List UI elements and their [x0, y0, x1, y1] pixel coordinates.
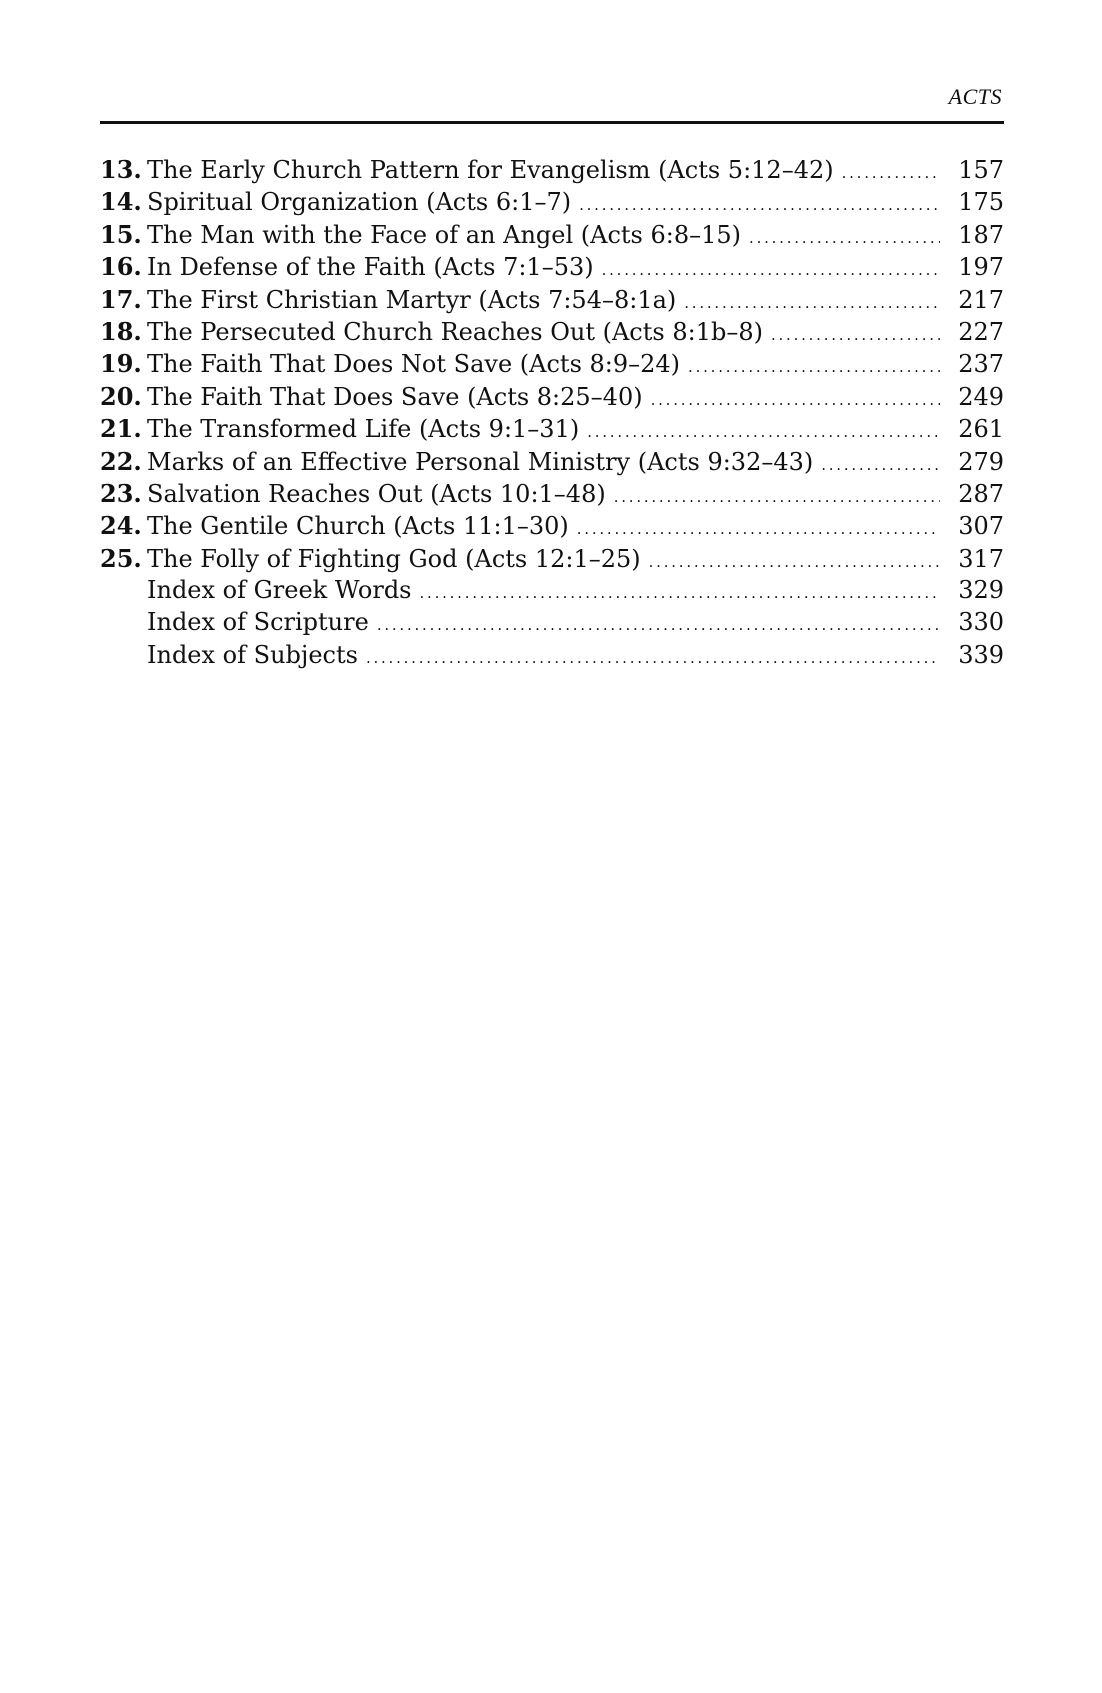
dot-leader — [688, 358, 940, 376]
chapter-number: 25. — [100, 543, 142, 573]
chapter-number: 19. — [100, 349, 142, 379]
dot-leader — [684, 294, 940, 312]
chapter-number: 18. — [100, 316, 142, 346]
toc-entry[interactable] — [100, 414, 1004, 446]
toc-entry[interactable] — [100, 252, 1004, 284]
chapter-number: 22. — [100, 446, 142, 476]
page-number: 261 — [958, 415, 1004, 444]
dot-leader — [587, 423, 940, 441]
toc-entry[interactable] — [100, 479, 1004, 511]
chapter-title: The First Christian Martyr (Acts 7:54–8:1a) — [147, 285, 677, 314]
index-title: Index of Scripture — [147, 608, 369, 637]
chapter-title: Spiritual Organization (Acts 6:1–7) — [147, 188, 572, 217]
chapter-title: The Gentile Church (Acts 11:1–30) — [147, 512, 569, 541]
dot-leader — [420, 584, 941, 602]
page-number: 249 — [958, 382, 1004, 411]
chapter-number: 13. — [100, 155, 142, 184]
chapter-title: Salvation Reaches Out (Acts 10:1–48) — [147, 479, 606, 508]
chapter-title: Marks of an Effective Personal Ministry (Acts 9:32–43) — [147, 447, 814, 476]
page-number: 307 — [958, 512, 1004, 541]
page-number: 217 — [958, 285, 1004, 314]
page-number: 330 — [958, 608, 1004, 637]
dot-leader — [771, 326, 940, 344]
dot-leader — [821, 456, 940, 474]
dot-leader — [577, 520, 940, 538]
dot-leader — [749, 229, 940, 247]
dot-leader — [579, 196, 940, 214]
toc-entry[interactable] — [100, 608, 1004, 640]
index-title: Index of Greek Words — [147, 576, 412, 605]
page-number: 237 — [958, 350, 1004, 379]
chapter-number: 20. — [100, 381, 142, 411]
toc-entry[interactable] — [100, 641, 1004, 673]
dot-leader — [649, 553, 940, 571]
page-number: 287 — [958, 479, 1004, 508]
table-of-contents — [100, 155, 1004, 673]
chapter-title: The Early Church Pattern for Evangelism (Acts 5:12–42) — [147, 156, 834, 184]
index-title: Index of Subjects — [147, 640, 358, 669]
page-number: 339 — [958, 640, 1004, 669]
chapter-title: The Faith That Does Save (Acts 8:25–40) — [147, 382, 643, 411]
toc-entry[interactable] — [100, 285, 1004, 317]
chapter-number: 21. — [100, 414, 142, 444]
page-number: 187 — [958, 220, 1004, 249]
toc-entry[interactable] — [100, 544, 1004, 576]
chapter-title: In Defense of the Faith (Acts 7:1–53) — [147, 253, 594, 282]
dot-leader — [377, 616, 940, 634]
page-number: 329 — [958, 576, 1004, 605]
toc-entry[interactable] — [100, 349, 1004, 381]
chapter-title: The Man with the Face of an Angel (Acts 6:8–15) — [147, 220, 742, 249]
chapter-title: The Transformed Life (Acts 9:1–31) — [147, 415, 580, 444]
running-head: ACTS — [948, 84, 1002, 109]
toc-entry[interactable] — [100, 155, 1004, 187]
toc-entry[interactable] — [100, 447, 1004, 479]
toc-entry[interactable] — [100, 511, 1004, 543]
dot-leader — [602, 261, 940, 279]
page-number: 279 — [958, 447, 1004, 476]
page-number: 197 — [958, 253, 1004, 282]
page-number: 317 — [958, 544, 1004, 573]
chapter-number: 16. — [100, 252, 142, 282]
toc-entry[interactable] — [100, 576, 1004, 608]
dot-leader — [614, 488, 940, 506]
chapter-title: The Folly of Fighting God (Acts 12:1–25) — [147, 544, 641, 573]
chapter-number: 23. — [100, 478, 142, 508]
header-rule — [100, 121, 1004, 124]
page-number: 157 — [958, 156, 1004, 184]
toc-entry[interactable] — [100, 187, 1004, 219]
page-number: 227 — [958, 317, 1004, 346]
chapter-number: 15. — [100, 219, 142, 249]
chapter-number: 14. — [100, 187, 142, 217]
dot-leader — [366, 649, 940, 667]
toc-entry[interactable] — [100, 382, 1004, 414]
chapter-title: The Persecuted Church Reaches Out (Acts 8:1b–8) — [147, 317, 763, 346]
chapter-number: 17. — [100, 284, 142, 314]
dot-leader — [651, 391, 940, 409]
page-number: 175 — [958, 188, 1004, 217]
dot-leader — [842, 164, 940, 182]
chapter-title: The Faith That Does Not Save (Acts 8:9–24) — [147, 350, 681, 379]
toc-entry[interactable] — [100, 220, 1004, 252]
chapter-number: 24. — [100, 511, 142, 541]
toc-entry[interactable] — [100, 317, 1004, 349]
